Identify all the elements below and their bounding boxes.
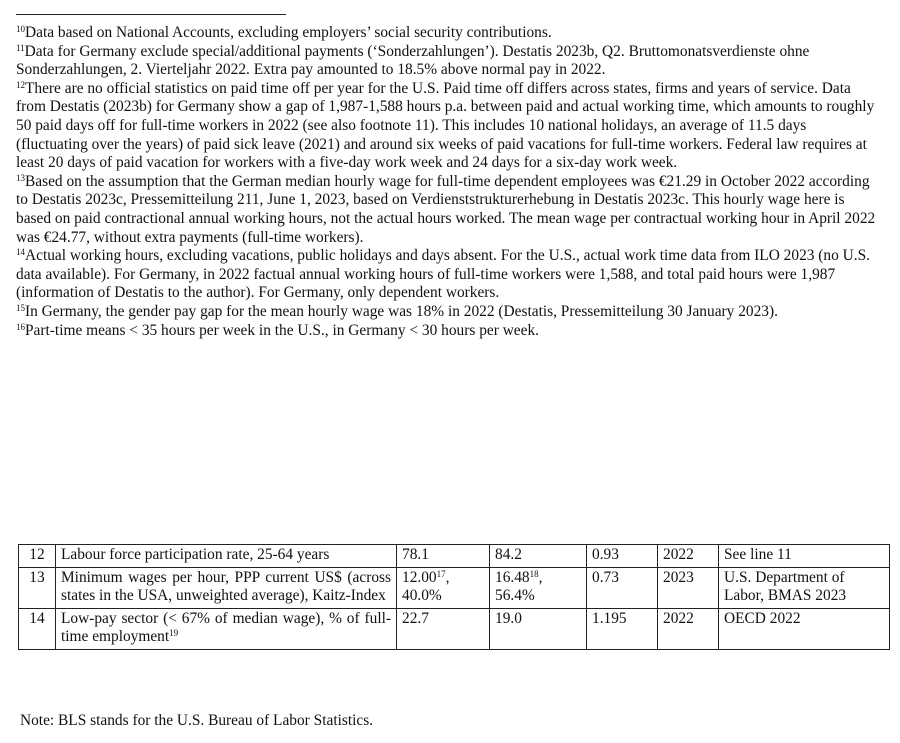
footnote-separator — [16, 14, 286, 15]
indicator-cell — [56, 567, 397, 608]
footnote-text: Based on the assumption that the German median hourly wage for full-time dependent employees was €21.29 in October 2022 according to Destatis 2023c, Pressemitteilung 211, June 1, 2023, based on Verdienststrukturerhebung in Destatis 2023c. This hourly wage here is based on paid contractional annual working hours, not the actual hours worked. The mean wage per contractual working hour in April 2022 was €24.77, without extra payments (full-time workers). — [16, 172, 876, 246]
germany-value-extra: , 56.4% — [495, 568, 543, 605]
footnote-number: 14 — [16, 247, 25, 258]
source-cell: See line 11 — [719, 545, 890, 568]
footnote — [16, 247, 878, 303]
footnote-text: Actual working hours, excluding vacations, public holidays and days absent. For the U.S., actual work time data from ILO 2023 (no U.S. data available). For Germany, in 2022 factual annual working hours of full-time workers were 1,588, and total paid hours were 1,987 (information of Destatis to the author). For Germany, only dependent workers. — [16, 247, 871, 302]
footnote-number: 12 — [16, 79, 25, 90]
footnote-ref: 19 — [169, 628, 179, 639]
footnote — [16, 173, 878, 247]
footnote — [16, 43, 878, 80]
us-value-cell — [397, 567, 490, 608]
year-cell: 2023 — [658, 567, 719, 608]
footnote-number: 10 — [16, 24, 25, 34]
year-cell: 2022 — [658, 545, 719, 568]
footnote-ref: 17 — [436, 568, 446, 579]
germany-value: 84.2 — [495, 546, 522, 563]
ratio-cell: 0.73 — [587, 567, 658, 608]
us-value-extra: , 40.0% — [402, 568, 450, 605]
footnote-text: Data for Germany exclude special/additional payments (‘Sonderzahlungen’). Destatis 2023b, Q2. Bruttomonatsverdienste ohne Sonderzahlungen, 2. Vierteljahr 2022. Extra pay amounted to 18.5% above normal pay in 2022. — [16, 42, 810, 79]
footnote-text: Data based on National Accounts, excluding employers’ social security contributions. — [25, 24, 552, 41]
footnote-number: 16 — [16, 321, 25, 332]
data-table — [18, 544, 890, 650]
indicator-cell — [56, 545, 397, 568]
footnote-text: In Germany, the gender pay gap for the mean hourly wage was 18% in 2022 (Destatis, Pressemitteilung 30 January 2023). — [25, 302, 778, 320]
footnote-number: 13 — [16, 172, 25, 183]
footnote-number: 15 — [16, 302, 25, 313]
germany-value: 19.0 — [495, 609, 522, 627]
germany-value: 16.48 — [495, 568, 530, 586]
ratio-cell: 1.195 — [587, 608, 658, 649]
ratio-cell: 0.93 — [587, 545, 658, 568]
us-value: 78.1 — [402, 546, 429, 563]
table-note: Note: BLS stands for the U.S. Bureau of Labor Statistics. — [20, 712, 374, 729]
indicator-text: Labour force participation rate, 25-64 years — [61, 546, 330, 563]
footnote — [16, 80, 878, 173]
footnote — [16, 24, 878, 43]
year-cell: 2022 — [658, 608, 719, 649]
us-value-cell — [397, 545, 490, 568]
table-row — [19, 545, 890, 568]
footnote — [16, 303, 878, 322]
source-cell: OECD 2022 — [719, 608, 890, 649]
footnote — [16, 322, 878, 341]
row-number: 14 — [19, 608, 56, 649]
us-value: 12.00 — [402, 568, 437, 586]
indicator-text: Low-pay sector (< 67% of median wage), % of full-time employment — [61, 609, 391, 646]
footnote-number: 11 — [16, 42, 25, 53]
germany-value-cell — [490, 567, 587, 608]
indicator-cell — [56, 608, 397, 649]
us-value-cell — [397, 608, 490, 649]
footnote-text: Part-time means < 35 hours per week in the U.S., in Germany < 30 hours per week. — [25, 321, 540, 339]
footnote-text: There are no official statistics on paid time off per year for the U.S. Paid time off differs across states, firms and years of service. Data from Destatis (2023b) for Germany show a gap of 1,987-1,588 hours p.a. between paid and actual working time, which amounts to roughly 50 paid days off for full-time workers in 2022 (see also footnote 11). This includes 10 national holidays, an average of 11.5 days (fluctuating over the years) of paid sick leave (2021) and around six weeks of paid vacations for full-time workers. Federal law requires at least 20 days of paid vacation for workers with a five-day work week and 24 days for a six-day work week. — [16, 79, 875, 172]
footnotes — [16, 24, 878, 340]
table-row — [19, 608, 890, 649]
footnote-ref: 18 — [529, 568, 539, 579]
source-cell: U.S. Department of Labor, BMAS 2023 — [719, 567, 890, 608]
germany-value-cell — [490, 608, 587, 649]
row-number: 12 — [19, 545, 56, 568]
indicator-text: Minimum wages per hour, PPP current US$ (across states in the USA, unweighted average), Kaitz-Index — [61, 568, 391, 605]
germany-value-cell — [490, 545, 587, 568]
row-number: 13 — [19, 567, 56, 608]
us-value: 22.7 — [402, 609, 429, 627]
table-row — [19, 567, 890, 608]
